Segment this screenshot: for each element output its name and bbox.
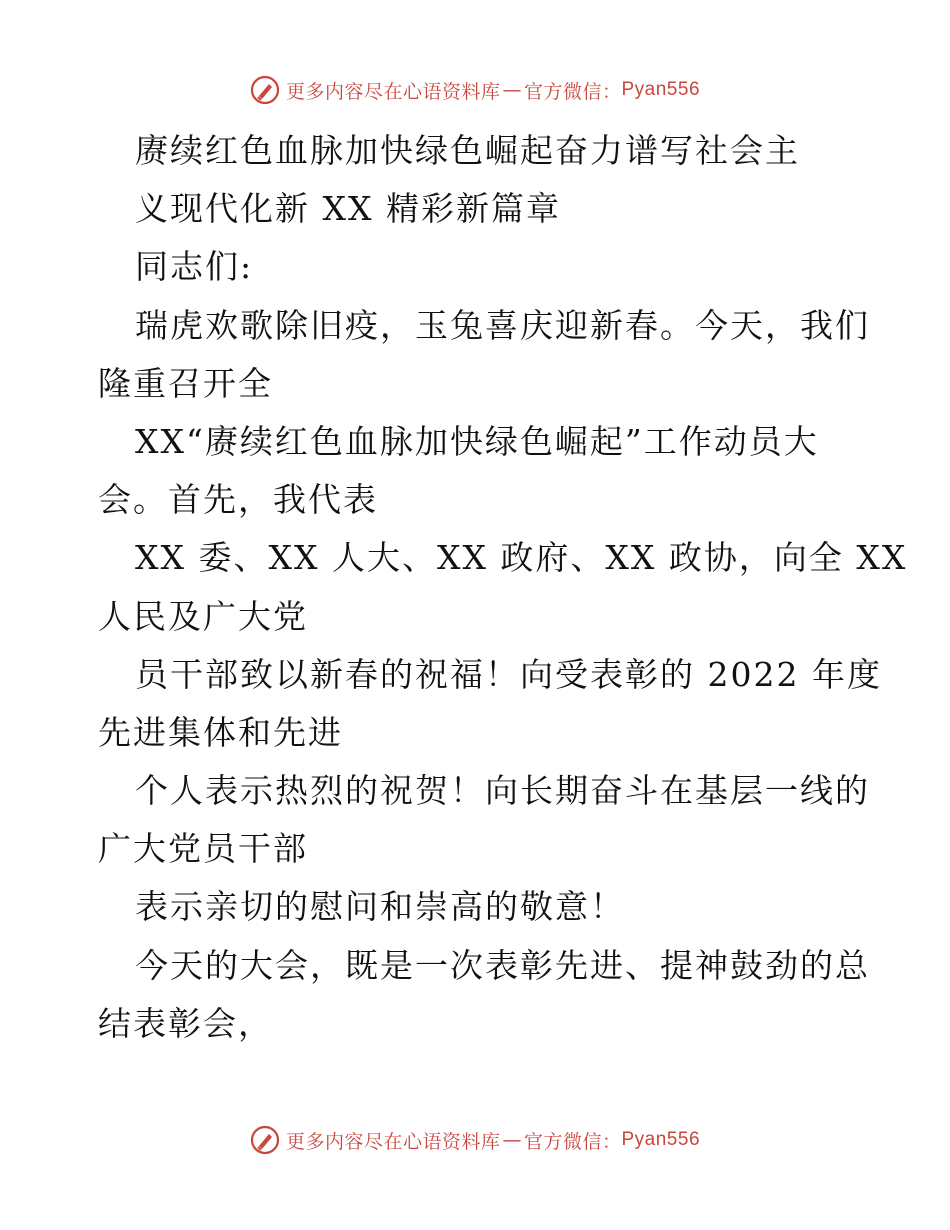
watermark-text: 更多内容尽在心语资料库 [285,80,501,103]
paragraph-line: XX“赓续红色血脉加快绿色崛起”工作动员大 [135,421,819,461]
title-line-2: 义现代化新 XX 精彩新篇章 [135,189,561,229]
paragraph-line: 隆重召开全 [98,363,273,403]
paragraph-line: XX 委、XX 人大、XX 政府、XX 政协，向全 XX [135,538,908,578]
title-line-1: 赓续红色血脉加快绿色崛起奋力谱写社会主 [135,131,800,170]
paragraph-line: 人民及广大党 [98,596,308,636]
header-watermark [0,72,950,108]
watermark-id: Pyan556 [621,1129,701,1150]
document-body [98,122,908,1053]
paragraph-line: 结表彰会， [98,1003,273,1043]
watermark-official: 官方微信： [523,1130,622,1153]
watermark-separator: — [502,79,522,101]
paragraph-line: 先进集体和先进 [98,712,343,752]
watermark-id: Pyan556 [621,79,701,100]
watermark-separator: — [502,1129,522,1151]
paragraph-line: 员干部致以新春的祝福！向受表彰的 2022 年度 [135,654,882,694]
paragraph-line: 瑞虎欢歌除旧疫，玉兔喜庆迎新春。今天，我们 [135,305,870,345]
pen-seal-logo-icon [250,1125,280,1155]
paragraph-line: 广大党员干部 [98,829,308,869]
watermark-text: 更多内容尽在心语资料库 [285,1130,501,1153]
watermark-official: 官方微信： [523,80,622,103]
paragraph-line: 个人表示热烈的祝贺！向长期奋斗在基层一线的 [135,771,870,811]
paragraph-line: 会。首先，我代表 [98,480,378,520]
paragraph-line: 表示亲切的慰问和崇高的敬意！ [135,887,625,927]
pen-seal-logo-icon [250,75,280,105]
footer-watermark [0,1122,950,1158]
salutation: 同志们: [135,247,254,287]
paragraph-line: 今天的大会，既是一次表彰先进、提神鼓劲的总 [135,945,870,985]
